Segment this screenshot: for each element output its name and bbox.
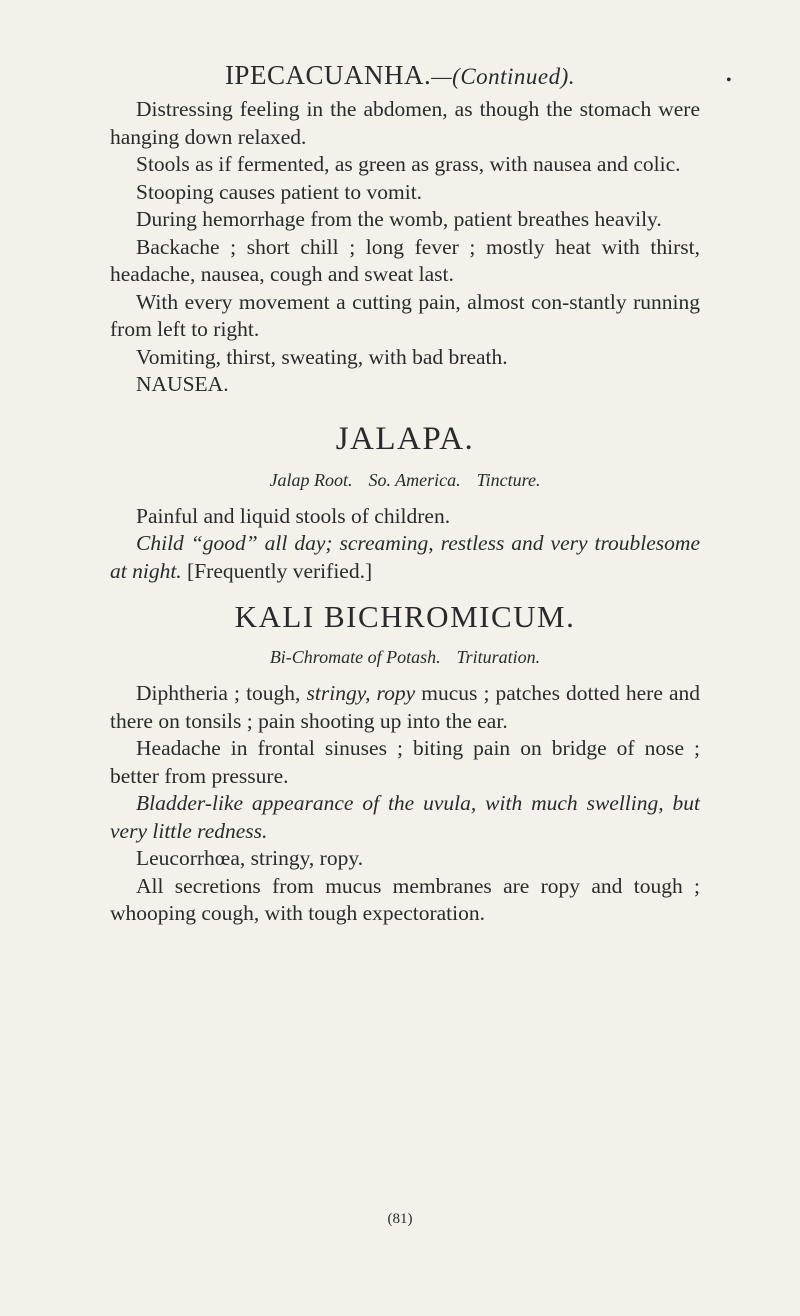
running-head-title: IPECACUANHA. (224, 60, 432, 90)
verified-note: [Frequently verified.] (181, 558, 373, 583)
paragraph: Backache ; short chill ; long fever ; mostly heat with thirst, headache, nausea, cough and sweat last. (110, 234, 700, 286)
paragraph: NAUSEA. (136, 372, 229, 396)
paragraph: Headache in frontal sinuses ; biting pain on bridge of nose ; better from pressure. (110, 736, 700, 788)
paragraph: With every movement a cutting pain, almost con-stantly running from left to right. (110, 289, 700, 341)
kali-subheading (110, 647, 700, 668)
kali-sub-form: Trituration. (456, 647, 541, 667)
paragraph (110, 790, 700, 845)
paragraph: All secretions from mucus membranes are ropy and tough ; whooping cough, with tough expectoration. (110, 873, 700, 925)
kali-heading: KALI BICHROMICUM. (234, 599, 576, 634)
kali-sub-source: Bi-Chromate of Potash. (269, 647, 441, 667)
jalapa-sub-source: Jalap Root. (269, 469, 353, 490)
paragraph: Distressing feeling in the abdomen, as though the stomach were hanging down relaxed. (110, 97, 700, 149)
jalapa-sub-form: Tincture. (476, 469, 541, 490)
stray-mark: • (726, 72, 732, 89)
running-head (0, 60, 800, 91)
paragraph (110, 680, 700, 735)
body-text (110, 96, 700, 928)
page-number: (81) (387, 1211, 413, 1227)
italic-text: stringy, ropy (306, 681, 416, 705)
text-run: mucus ; patches dotted here and there on tonsils ; pain shooting up into the ear. (110, 681, 700, 733)
paragraph: Vomiting, thirst, sweating, with bad breath. (136, 344, 508, 369)
jalapa-sub-origin: So. America. (368, 469, 461, 490)
paragraph (110, 530, 700, 585)
running-head-continued: —(Continued). (431, 64, 576, 89)
paragraph: Leucorrhœa, stringy, ropy. (136, 846, 364, 870)
jalapa-heading: JALAPA. (335, 420, 475, 457)
paragraph: Stools as if fermented, as green as grass, with nausea and colic. (136, 152, 681, 176)
italic-text: Child “good” all day; screaming, restless and very troublesome at night. (110, 531, 700, 583)
paragraph: Stooping causes patient to vomit. (136, 179, 423, 204)
text-run: Diphtheria ; tough, (136, 681, 307, 705)
italic-text: Bladder-like appearance of the uvula, with much swelling, but very little redness. (110, 791, 700, 843)
paragraph: Painful and liquid stools of children. (136, 503, 451, 528)
paragraph: During hemorrhage from the womb, patient breathes heavily. (136, 207, 662, 231)
jalapa-subheading (110, 470, 700, 491)
